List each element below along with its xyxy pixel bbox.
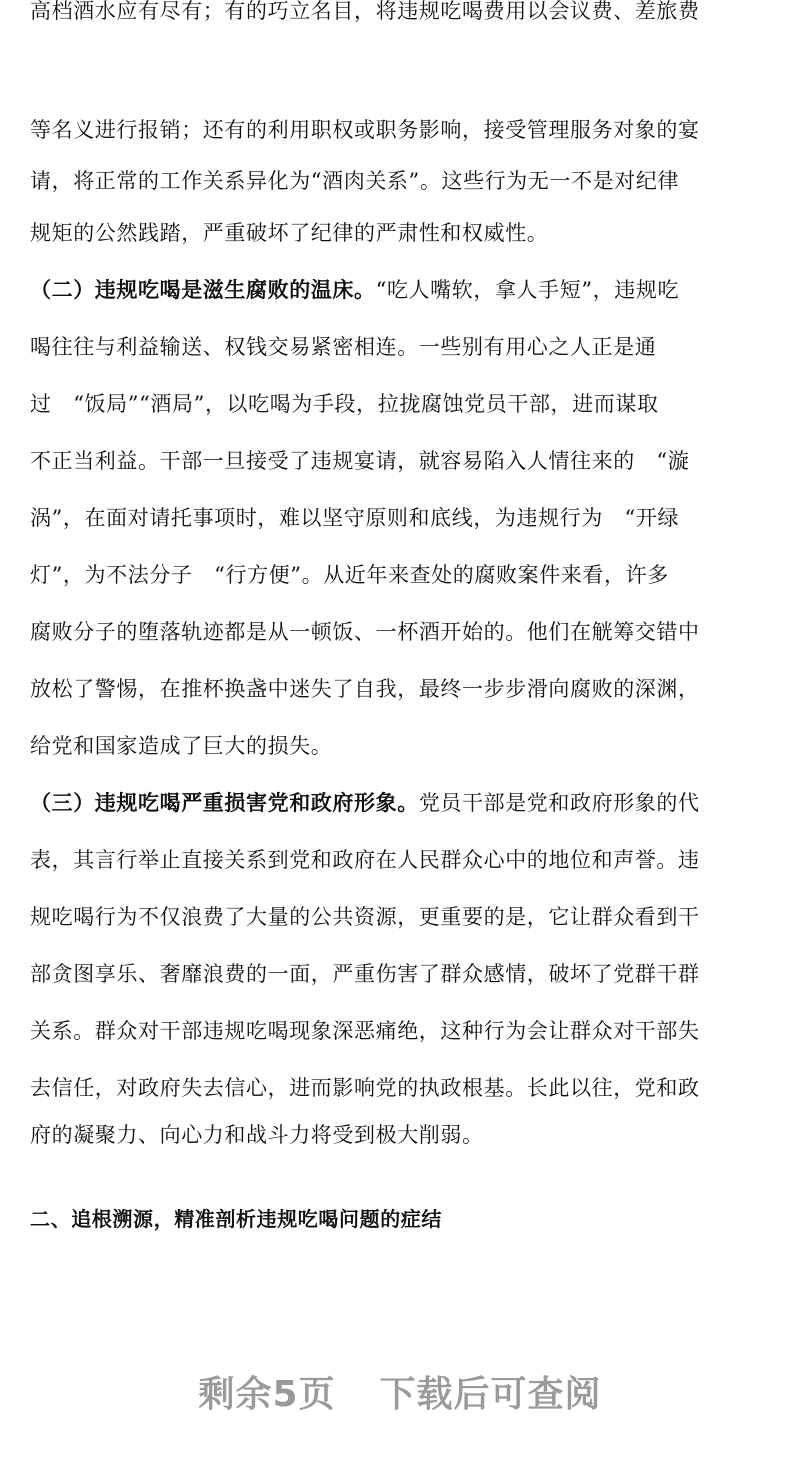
paragraph-line: 灯”，为不法分子 “行方便”。从近年来查处的腐败案件来看，许多 xyxy=(30,563,669,587)
paragraph-line: 部贪图享乐、奢靡浪费的一面，严重伤害了群众感情，破坏了党群干群 xyxy=(30,962,700,986)
download-banner[interactable] xyxy=(0,1366,800,1417)
paragraph-line: 涡”，在面对请托事项时，难以坚守原则和底线，为违规行为 “开绿 xyxy=(30,506,680,530)
paragraph-line: 等名义进行报销；还有的利用职权或职务影响，接受管理服务对象的宴 xyxy=(30,118,700,142)
paragraph-line: 表，其言行举止直接关系到党和政府在人民群众心中的地位和声誉。违 xyxy=(30,848,700,872)
paragraph-line: 请，将正常的工作关系异化为“酒肉关系”。这些行为无一不是对纪律 xyxy=(30,169,680,193)
download-prompt-label: 下载后可查阅 xyxy=(379,1374,602,1415)
paragraph-line: 规吃喝行为不仅浪费了大量的公共资源，更重要的是，它让群众看到干 xyxy=(30,905,700,929)
subsection-heading: （二）违规吃喝是滋生腐败的温床。 xyxy=(30,277,376,302)
remaining-pages-label: 剩余5页 xyxy=(198,1374,336,1415)
paragraph-line xyxy=(30,275,775,305)
paragraph-line: 府的凝聚力、向心力和战斗力将受到极大削弱。 xyxy=(30,1123,484,1147)
paragraph-line: 关系。群众对干部违规吃喝现象深恶痛绝，这种行为会让群众对干部失 xyxy=(30,1019,700,1043)
paragraph-line: 不正当利益。干部一旦接受了违规宴请，就容易陷入人情往来的 “漩 xyxy=(30,449,690,473)
paragraph-line xyxy=(30,788,775,818)
paragraph-line: 给党和国家造成了巨大的损失。 xyxy=(30,734,333,758)
paragraph-text: “吃人嘴软，拿人手短”，违规吃 xyxy=(375,278,680,302)
paragraph-line: 规矩的公然践踏，严重破坏了纪律的严肃性和权威性。 xyxy=(30,221,549,245)
paragraph-line: 喝往往与利益输送、权钱交易紧密相连。一些别有用心之人正是通 xyxy=(30,335,657,359)
paragraph-line: 腐败分子的堕落轨迹都是从一顿饭、一杯酒开始的。他们在觥筹交错中 xyxy=(30,620,700,644)
paragraph-line: 去信任，对政府失去信心，进而影响党的执政根基。长此以往，党和政 xyxy=(30,1076,700,1100)
subsection-heading: （三）违规吃喝严重损害党和政府形象。 xyxy=(30,790,419,815)
paragraph-text: 党员干部是党和政府形象的代 xyxy=(418,791,700,815)
section-heading: 二、追根溯源，精准剖析违规吃喝问题的症结 xyxy=(30,1207,442,1231)
paragraph-line: 高档酒水应有尽有；有的巧立名目，将违规吃喝费用以会议费、差旅费 xyxy=(30,0,700,23)
paragraph-line: 放松了警惕，在推杯换盏中迷失了自我，最终一步步滑向腐败的深渊， xyxy=(30,677,700,701)
paragraph-line: 过 “饭局”“酒局”，以吃喝为手段，拉拢腐蚀党员干部，进而谋取 xyxy=(30,392,659,416)
